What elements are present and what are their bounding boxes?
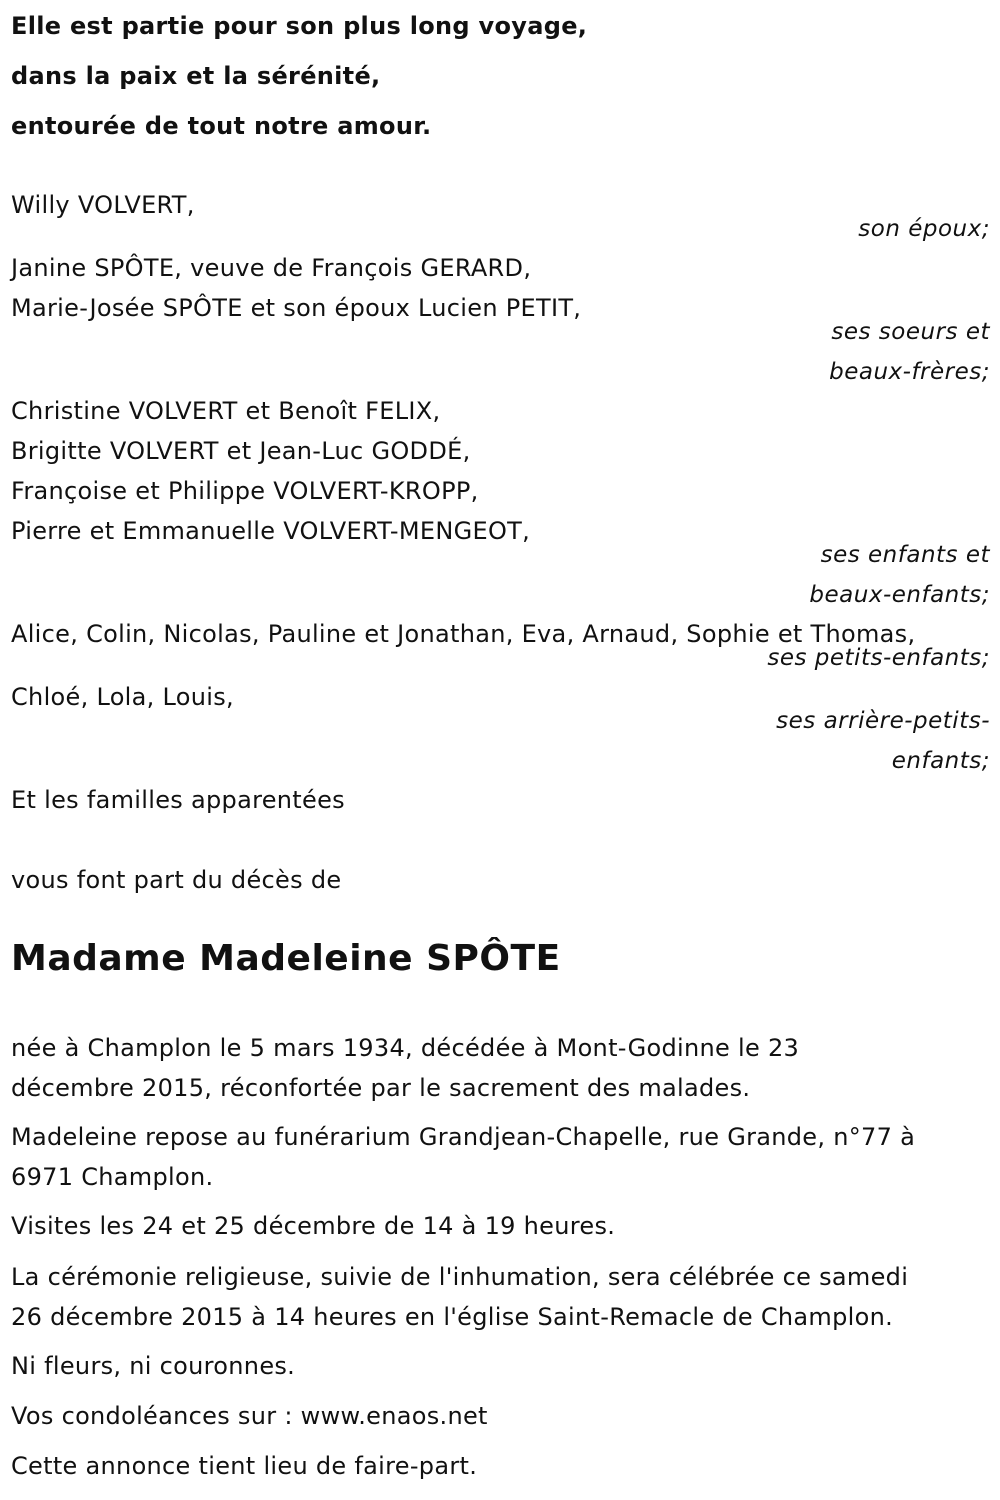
relatives-line: Et les familles apparentées bbox=[11, 786, 345, 814]
great-grandchildren-role-line-1: ses arrière-petits- bbox=[776, 708, 990, 734]
children-role-line-1: ses enfants et bbox=[820, 542, 990, 568]
birth-death-line-1: née à Champlon le 5 mars 1934, décédée à Mont-Godinne le 23 bbox=[11, 1034, 800, 1062]
ceremony-line-1: La cérémonie religieuse, suivie de l'inhumation, sera célébrée ce samedi bbox=[11, 1263, 909, 1291]
great-grandchildren-names: Chloé, Lola, Louis, bbox=[11, 683, 234, 711]
child-name: Brigitte VOLVERT et Jean-Luc GODDÉ, bbox=[11, 437, 471, 465]
grandchildren-role: ses petits-enfants; bbox=[767, 645, 990, 671]
announcement-line: vous font part du décès de bbox=[11, 866, 342, 894]
ceremony-line-2: 26 décembre 2015 à 14 heures en l'église Saint-Remacle de Champlon. bbox=[11, 1303, 894, 1331]
rest-line-2: 6971 Champlon. bbox=[11, 1163, 214, 1191]
siblings-role-line-1: ses soeurs et bbox=[831, 319, 990, 345]
intro-line-2: dans la paix et la sérénité, bbox=[11, 62, 381, 90]
flowers-line: Ni fleurs, ni couronnes. bbox=[11, 1352, 296, 1380]
deceased-name: Madame Madeleine SPÔTE bbox=[11, 938, 561, 979]
spouse-role: son époux; bbox=[858, 216, 990, 242]
great-grandchildren-role-line-2: enfants; bbox=[891, 748, 990, 774]
visits-line: Visites les 24 et 25 décembre de 14 à 19 heures. bbox=[11, 1212, 616, 1240]
sibling-name: Janine SPÔTE, veuve de François GERARD, bbox=[11, 254, 532, 282]
siblings-role-line-2: beaux-frères; bbox=[829, 359, 990, 385]
intro-line-1: Elle est partie pour son plus long voyage, bbox=[11, 12, 588, 40]
grandchildren-names: Alice, Colin, Nicolas, Pauline et Jonathan, Eva, Arnaud, Sophie et Thomas, bbox=[11, 620, 916, 648]
child-name: Pierre et Emmanuelle VOLVERT-MENGEOT, bbox=[11, 517, 531, 545]
spouse-name: Willy VOLVERT, bbox=[11, 191, 195, 219]
notice-line: Cette annonce tient lieu de faire-part. bbox=[11, 1452, 478, 1480]
intro-line-3: entourée de tout notre amour. bbox=[11, 112, 432, 140]
child-name: Françoise et Philippe VOLVERT-KROPP, bbox=[11, 477, 479, 505]
children-role-line-2: beaux-enfants; bbox=[809, 582, 990, 608]
condolences-line: Vos condoléances sur : www.enaos.net bbox=[11, 1402, 488, 1430]
child-name: Christine VOLVERT et Benoît FELIX, bbox=[11, 397, 441, 425]
rest-line-1: Madeleine repose au funérarium Grandjean-Chapelle, rue Grande, n°77 à bbox=[11, 1123, 916, 1151]
sibling-name: Marie-Josée SPÔTE et son époux Lucien PETIT, bbox=[11, 294, 582, 322]
birth-death-line-2: décembre 2015, réconfortée par le sacrement des malades. bbox=[11, 1074, 751, 1102]
